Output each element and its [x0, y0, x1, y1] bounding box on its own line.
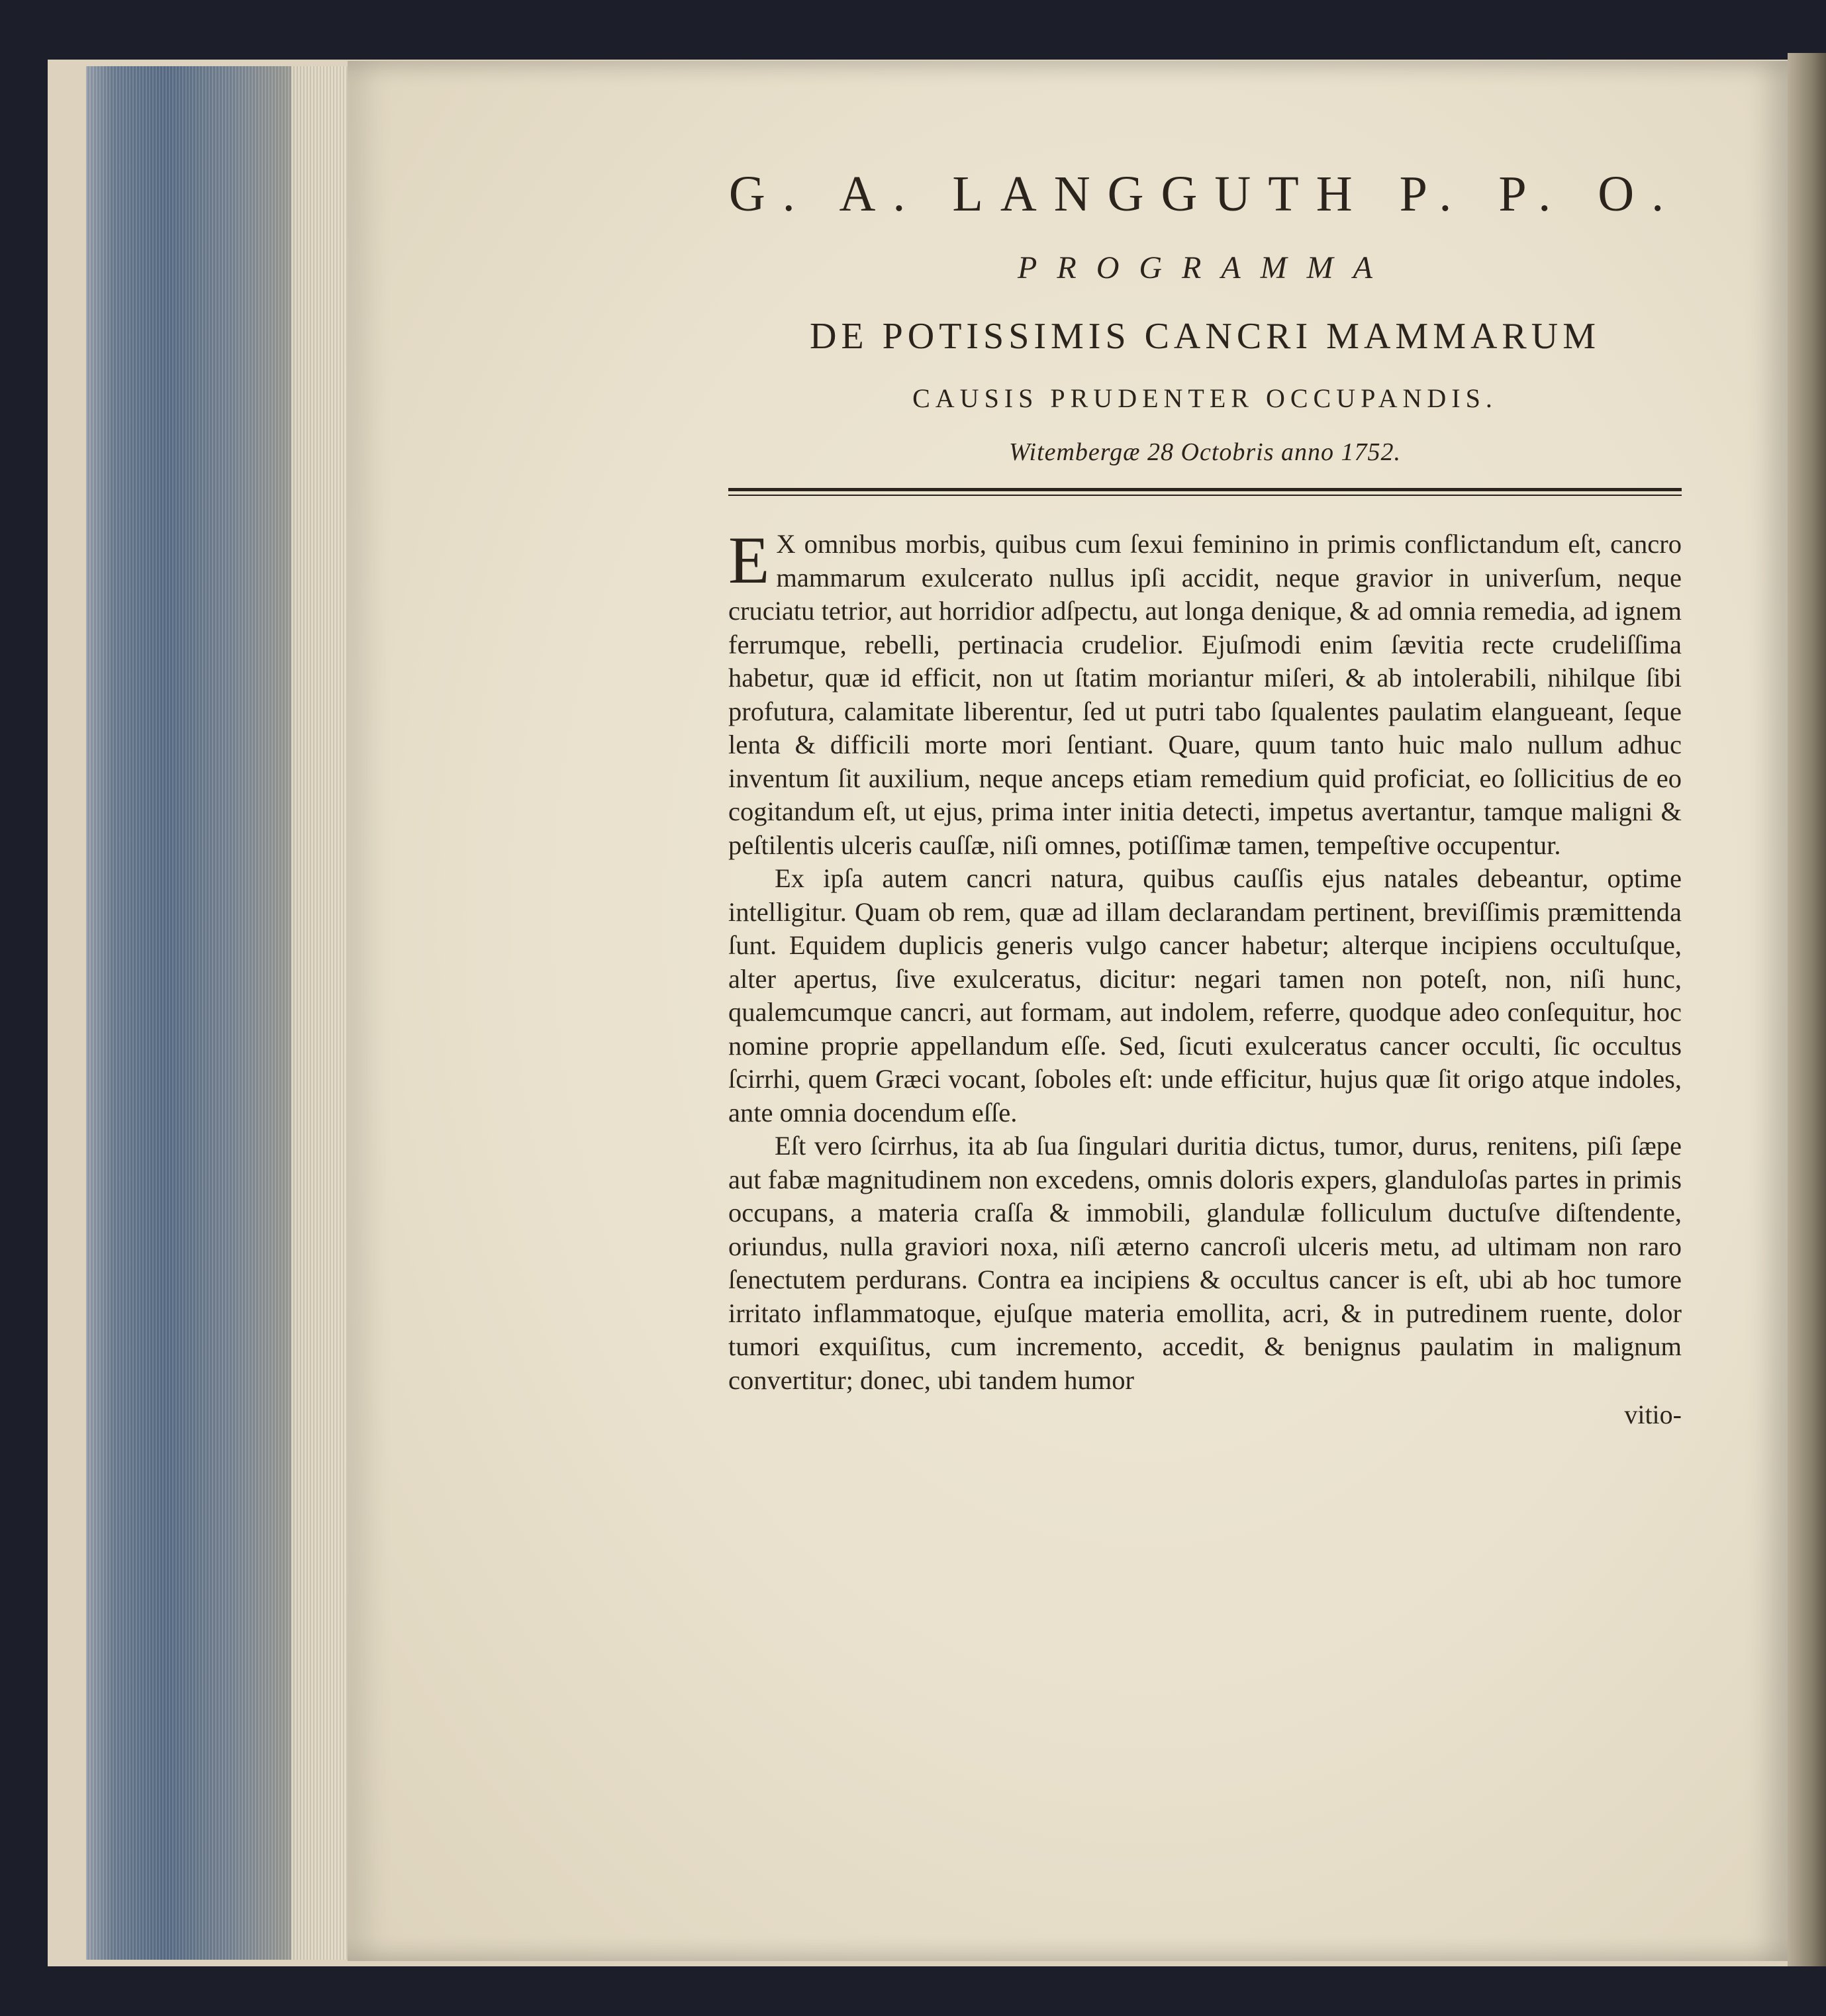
page-edges-inner	[291, 66, 351, 1960]
body-text	[728, 523, 1682, 1432]
genre-heading: PROGRAMMA	[1018, 250, 1392, 285]
paragraph-2: Ex ipſa autem cancri natura, quibus cauſſis ejus natales debeantur, optime intelligitur. Quam ob rem, quæ ad illam declarandam pertinent, breviſſimis præmittenda ſunt. Equidem duplicis generis vulgo cancer habetur; alterque incipiens occultuſque, alter apertus, ſive exulceratus, dicitur: negari tamen non poteſt, non, niſi hunc, qualemcumque cancri, aut formam, aut indolem, referre, quodque adeo conſequitur, hoc nomine proprie appellandum eſſe. Sed, ſicuti exulceratus cancer occulti, ſic occultus ſcirrhi, quem Græci vocant, ſoboles eſt: unde efficitur, hujus quæ ſit origo atque indoles, ante omnia docendum eſſe.	[728, 863, 1682, 1128]
author-heading: G. A. LANGGUTH P. P. O.	[728, 166, 1682, 222]
place-date-line: Witembergæ 28 Octobris anno 1752.	[1008, 438, 1402, 466]
drop-cap: E	[728, 523, 770, 598]
double-rule-thin	[728, 495, 1682, 496]
title-line-2: CAUSIS PRUDENTER OCCUPANDIS.	[912, 383, 1498, 413]
catchword: vitio-	[1624, 1400, 1682, 1429]
paragraph-1	[728, 523, 1682, 862]
title-line-1: DE POTISSIMIS CANCRI MAMMARUM	[809, 316, 1601, 357]
double-rule-thick	[728, 488, 1682, 491]
paragraph-3: Eſt vero ſcirrhus, ita ab ſua ſingulari duritia dictus, tumor, durus, renitens, piſi ſæpe aut fabæ magnitudinem non excedens, omnis doloris expers, glanduloſas partes in primis occupans, a materia craſſa & immobili, glandulæ folliculum ductuſve diſtendente, oriundus, nulla graviori noxa, niſi æterno cancroſi ulceris metu, ad ultimam non raro ſenectutem perdurans. Contra ea incipiens & occultus cancer is eſt, ubi ab hoc tumore irritato inflammatoque, ejuſque materia emollita, acri, & in putredinem ruente, dolor tumori exquiſitus, cum incremento, accedit, & benignus paulatim in malignum convertitur; donec, ubi tandem humor	[728, 1131, 1682, 1395]
book-gutter	[1788, 53, 1826, 1966]
paragraph-1-text: X omnibus morbis, quibus cum ſexui feminino in primis conflictandum eſt, cancro mammarum exulcerato nullus ipſi accidit, neque gravior in univerſum, neque cruciatu tetrior, aut horridior adſpectu, aut longa denique, & ad omnia remedia, ad ignem ferrumque, rebelli, pertinacia crudelior. Ejuſmodi enim ſævitia recte crudeliſſima habetur, quæ id efficit, non ut ſtatim moriantur miſeri, & ab intolerabili, nihilque ſibi profutura, calamitate liberentur, ſed ut putri tabo ſqualentes paulatim elangueant, ſeque lenta & difficili morte mori ſentiant. Quare, quum tanto huic malo nullum adhuc inventum ſit auxilium, neque anceps etiam remedium quid proficiat, eo ſollicitius de eo cogitandum eſt, ut ejus, prima inter initia detecti, impetus avertantur, tamque maligni & peſtilentis ulceris cauſſæ, niſi omnes, potiſſimæ tamen, tempeſtive occupentur.	[728, 529, 1682, 860]
page-content	[728, 166, 1682, 1432]
